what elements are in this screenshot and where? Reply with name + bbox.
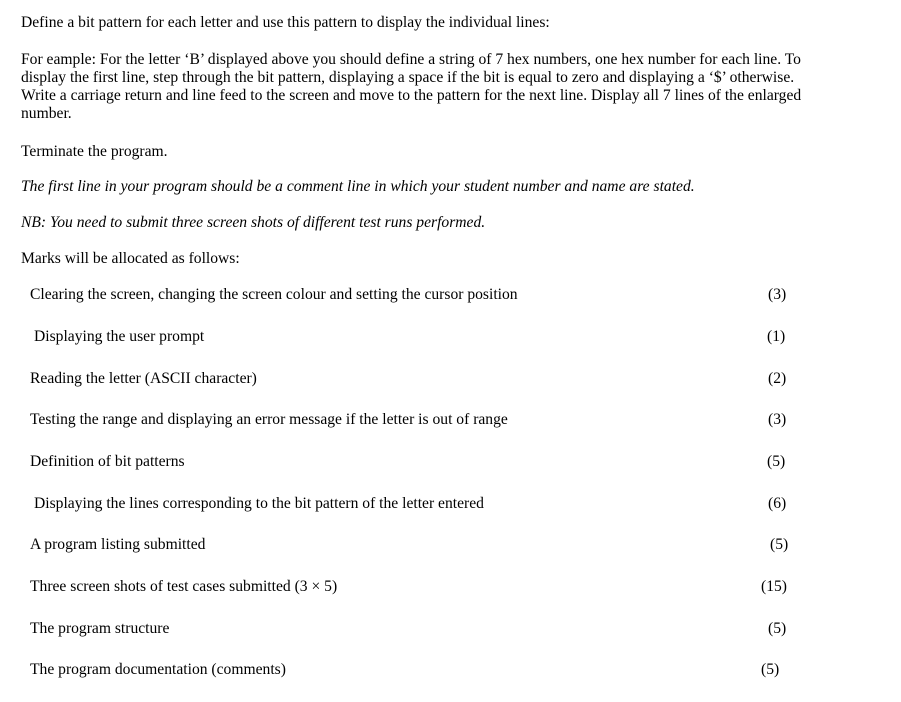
- mark-points: (3): [768, 286, 787, 303]
- mark-label: The program documentation (comments): [30, 661, 286, 678]
- example-paragraph: For eample: For the letter ‘B’ displayed above you should define a string of 7 hex numbers, one hex number for each line. To display the first line, step through the bit pattern, displaying a space if the bit is equal to zero and displaying a ‘$’ otherwise. Write a carriage return and line feed to the screen and move to the pattern for the next line. Display all 7 lines of the enlarged number.: [21, 51, 802, 122]
- nb-note: NB: You need to submit three screen shots of different test runs performed.: [21, 214, 486, 231]
- mark-points: (1): [767, 328, 786, 345]
- mark-points: (6): [768, 495, 787, 512]
- terminate-paragraph: Terminate the program.: [21, 143, 168, 160]
- mark-label: A program listing submitted: [30, 536, 206, 553]
- mark-points: (5): [768, 620, 787, 637]
- mark-row: [0, 536, 901, 556]
- mark-row: [0, 578, 901, 598]
- marks-heading: Marks will be allocated as follows:: [21, 250, 240, 267]
- mark-label: Definition of bit patterns: [30, 453, 185, 470]
- mark-row: [0, 370, 901, 390]
- mark-row: [0, 328, 901, 348]
- mark-label: Clearing the screen, changing the screen colour and setting the cursor position: [30, 286, 518, 303]
- mark-row: [0, 411, 901, 431]
- mark-points: (5): [770, 536, 789, 553]
- mark-points: (3): [768, 411, 787, 428]
- mark-points: (5): [767, 453, 786, 470]
- mark-label: Displaying the lines corresponding to the bit pattern of the letter entered: [34, 495, 484, 512]
- mark-row: [0, 453, 901, 473]
- mark-label: Testing the range and displaying an error message if the letter is out of range: [30, 411, 508, 428]
- mark-label: The program structure: [30, 620, 170, 637]
- mark-points: (5): [761, 661, 780, 678]
- mark-row: [0, 495, 901, 515]
- mark-row: [0, 620, 901, 640]
- mark-label: Three screen shots of test cases submitted (3 × 5): [30, 578, 338, 595]
- mark-row: [0, 661, 901, 681]
- mark-label: Reading the letter (ASCII character): [30, 370, 257, 387]
- mark-label: Displaying the user prompt: [34, 328, 205, 345]
- mark-row: [0, 286, 901, 306]
- mark-points: (15): [761, 578, 787, 595]
- intro-paragraph: Define a bit pattern for each letter and use this pattern to display the individual lines:: [21, 14, 550, 31]
- comment-note: The first line in your program should be a comment line in which your student number and name are stated.: [21, 178, 695, 195]
- mark-points: (2): [768, 370, 787, 387]
